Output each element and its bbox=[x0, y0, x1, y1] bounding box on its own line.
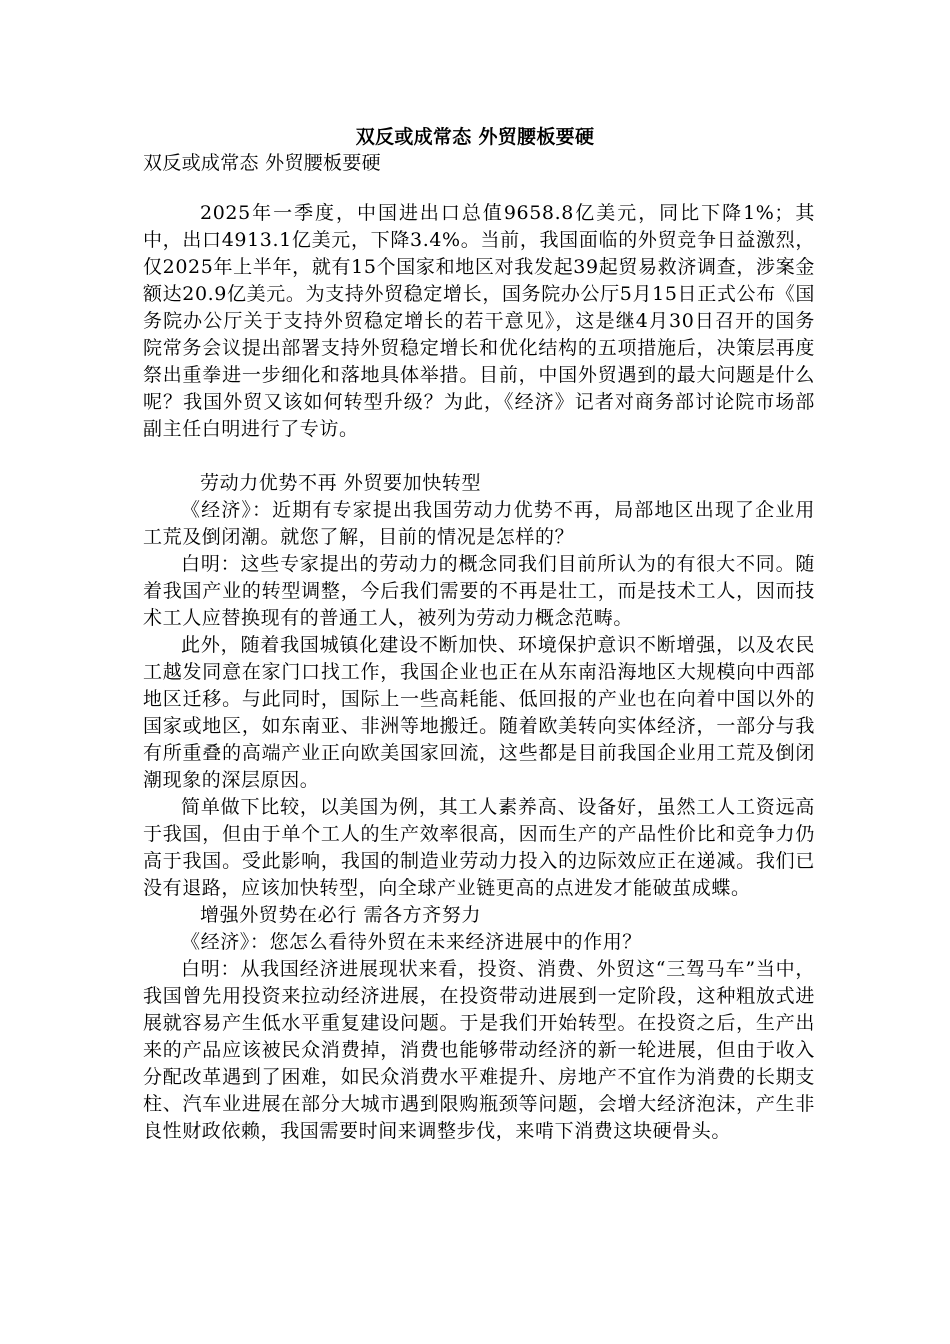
question-paragraph: 《经济》：近期有专家提出我国劳动力优势不再，局部地区出现了企业用工荒及倒闭潮。就您了解，目前的情况是怎样的？ bbox=[143, 499, 815, 548]
page-subtitle: 双反或成常态 外贸腰板要硬 bbox=[143, 152, 381, 174]
section-heading: 劳动力优势不再 外贸要加快转型 bbox=[200, 472, 482, 494]
page-title: 双反或成常态 外贸腰板要硬 bbox=[355, 126, 595, 148]
article-body bbox=[143, 200, 815, 1145]
question-paragraph: 《经济》：您怎么看待外贸在未来经济进展中的作用？ bbox=[181, 931, 642, 953]
answer-paragraph: 白明：从我国经济进展现状来看，投资、消费、外贸这“三驾马车”当中，我国曾先用投资来拉动经济进展，在投资带动进展到一定阶段，这种粗放式进展就容易产生低水平重复建设问题。于是我们开始转型。在投资之后，生产出来的产品应该被民众消费掉，消费也能够带动经济的新一轮进展，但由于收入分配改革遇到了困难，如民众消费水平难提升、房地产不宜作为消费的长期支柱、汽车业进展在部分大城市遇到限购瓶颈等问题，会增大经济泡沫，产生非良性财政依赖，我国需要时间来调整步伐，来啃下消费这块硬骨头。 bbox=[143, 958, 815, 1142]
body-paragraph: 此外，随着我国城镇化建设不断加快、环境保护意识不断增强，以及农民工越发同意在家门口找工作，我国企业也正在从东南沿海地区大规模向中西部地区迁移。与此同时，国际上一些高耗能、低回报的产业也在向着中国以外的国家或地区，如东南亚、非洲等地搬迁。随着欧美转向实体经济，一部分与我有所重叠的高端产业正向欧美国家回流，这些都是目前我国企业用工荒及倒闭潮现象的深层原因。 bbox=[143, 634, 815, 791]
answer-paragraph: 白明：这些专家提出的劳动力的概念同我们目前所认为的有很大不同。随着我国产业的转型调整，今后我们需要的不再是壮工，而是技术工人，因而技术工人应替换现有的普通工人，被列为劳动力概念范畴。 bbox=[143, 553, 815, 629]
section-heading: 增强外贸势在必行 需各方齐努力 bbox=[200, 904, 482, 926]
body-paragraph: 简单做下比较，以美国为例，其工人素养高、设备好，虽然工人工资远高于我国，但由于单个工人的生产效率很高，因而生产的产品性价比和竞争力仍高于我国。受此影响，我国的制造业劳动力投入的边际效应正在递减。我们已没有退路，应该加快转型，向全球产业链更高的点进发才能破茧成蝶。 bbox=[143, 796, 815, 899]
paragraph-spacer bbox=[143, 443, 815, 470]
intro-paragraph: 2025年一季度，中国进出口总值9658.8亿美元，同比下降1%；其中，出口4913.1亿美元，下降3.4%。当前，我国面临的外贸竞争日益激烈，仅2025年上半年，就有15个国家和地区对我发起39起贸易救济调查，涉案金额达20.9亿美元。为支持外贸稳定增长，国务院办公厅5月15日正式公布《国务院办公厅关于支持外贸稳定增长的若干意见》，这是继4月30日召开的国务院常务会议提出部署支持外贸稳定增长和优化结构的五项措施后，决策层再度祭出重拳进一步细化和落地具体举措。目前，中国外贸遇到的最大问题是什么呢？我国外贸又该如何转型升级？为此，《经济》记者对商务部讨论院市场部副主任白明进行了专访。 bbox=[143, 202, 815, 440]
